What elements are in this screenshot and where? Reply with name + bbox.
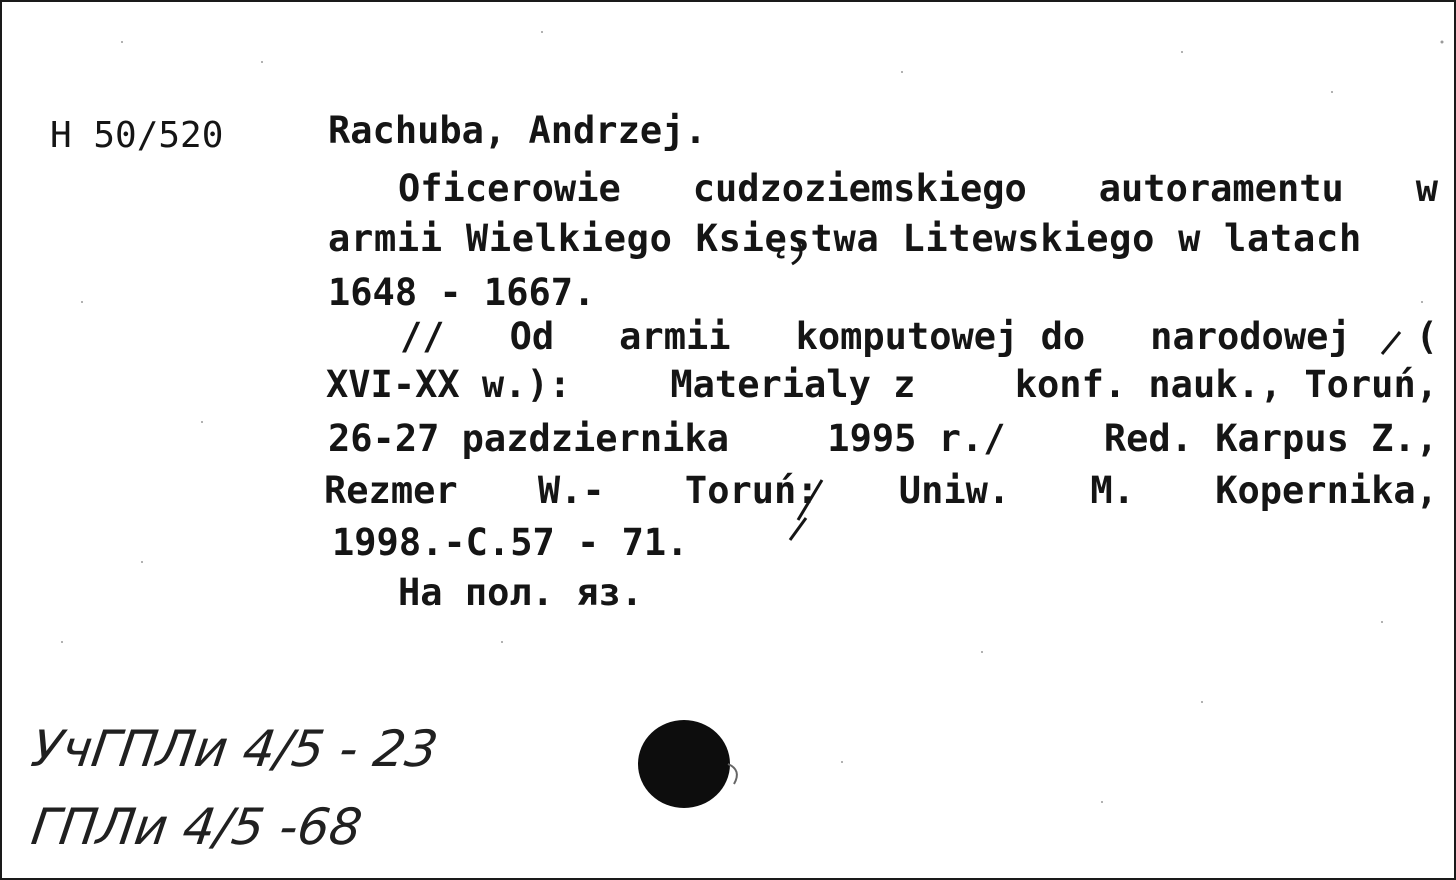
title-word: w	[1415, 167, 1438, 210]
series-word: konf. nauk., Toruń,	[1014, 363, 1438, 406]
series-word: 1995 r./	[827, 417, 1006, 460]
call-number: H 50/520	[50, 115, 224, 156]
title-line-3: 1648 - 1667.	[328, 271, 596, 314]
series-word: Red. Karpus Z.,	[1103, 417, 1438, 460]
imprint-word: Rezmer	[324, 469, 458, 512]
imprint-word: Toruń:	[684, 469, 819, 512]
pages-line: 1998.-C.57 - 71.	[332, 521, 689, 564]
series-word: narodowej	[1150, 315, 1351, 358]
punch-hole-icon	[636, 714, 740, 812]
imprint-word: W.-	[537, 469, 605, 512]
series-word: 26-27 pazdziernika	[328, 417, 729, 460]
title-word: autoramentu	[1098, 167, 1344, 210]
series-word: XVI-XX w.):	[326, 363, 572, 406]
series-word: Materialy z	[670, 363, 916, 406]
series-word: armii	[619, 315, 731, 358]
series-word: (	[1415, 315, 1438, 358]
title-word: Oficerowie	[398, 167, 621, 210]
handwritten-shelfmark-1: УчГПЛи 4/5 - 23	[27, 720, 442, 778]
title-word: cudzoziemskiego	[692, 167, 1027, 210]
handwritten-shelfmark-2: ГПЛи 4/5 -68	[27, 798, 366, 856]
author-heading: Rachuba, Andrzej.	[328, 109, 707, 152]
series-word: Od	[509, 315, 555, 358]
series-word: komputowej do	[795, 315, 1086, 358]
language-note: На пол. яз.	[398, 571, 644, 614]
title-line-2: armii Wielkiego Księstwa Litewskiego w latach	[328, 217, 1362, 260]
series-word: //	[400, 315, 445, 358]
imprint-word: Uniw.	[898, 469, 1011, 512]
imprint-word: Kopernika,	[1215, 469, 1438, 512]
imprint-word: M.	[1090, 469, 1135, 512]
